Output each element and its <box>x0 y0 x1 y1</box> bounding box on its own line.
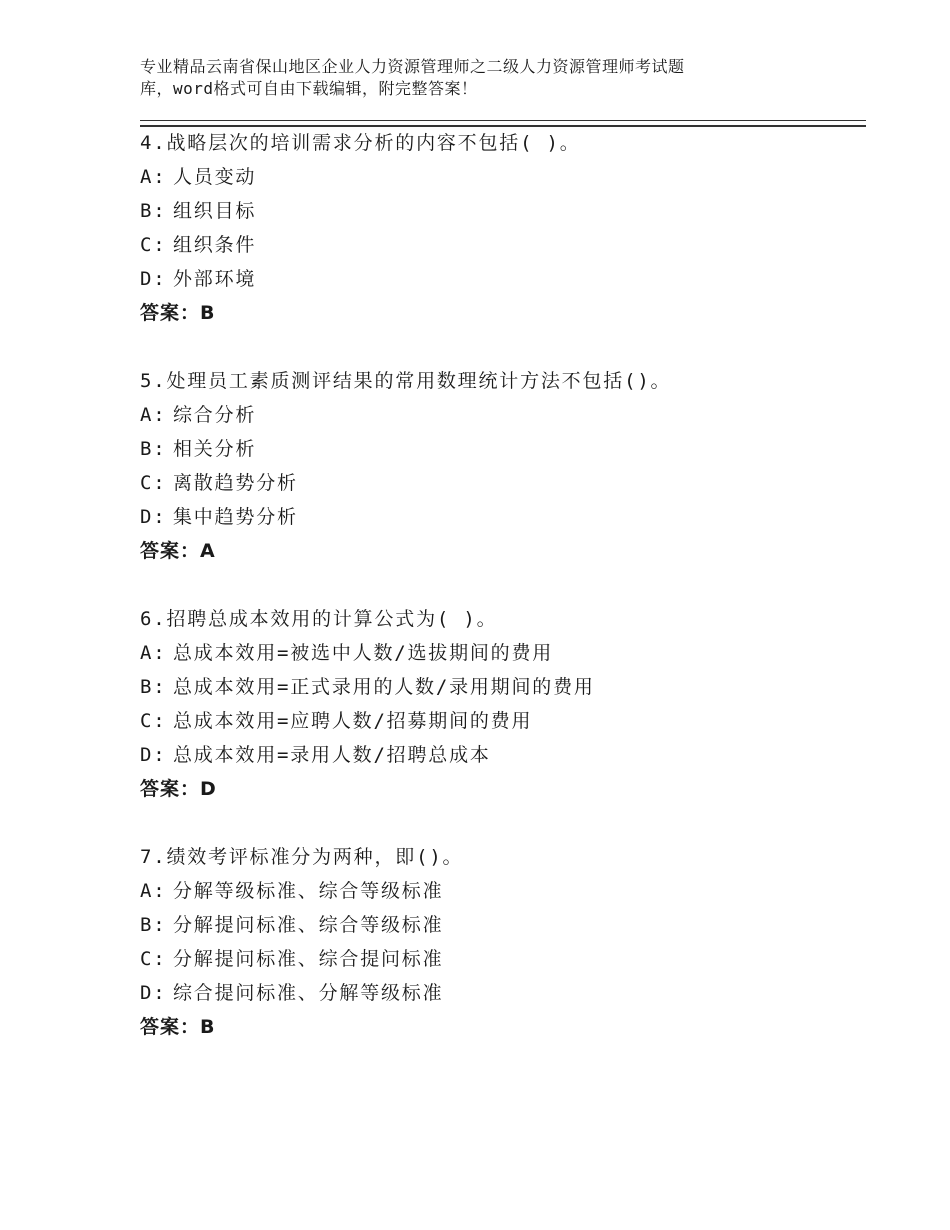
option-key: C: <box>140 472 167 494</box>
option-text: 人员变动 <box>173 166 257 188</box>
answer-line: 答案：B <box>140 1016 216 1038</box>
option-key: D: <box>140 268 167 290</box>
question-4 <box>140 126 860 330</box>
option-text: 外部环境 <box>173 268 257 290</box>
option-text: 组织目标 <box>173 200 257 222</box>
option-text: 总成本效用=应聘人数/招募期间的费用 <box>173 710 533 732</box>
question-list <box>140 126 860 1078</box>
document-header <box>140 56 840 100</box>
question-stem: 5.处理员工素质测评结果的常用数理统计方法不包括()。 <box>140 370 672 392</box>
option-b <box>140 432 860 466</box>
option-text: 离散趋势分析 <box>173 472 298 494</box>
option-text: 分解提问标准、综合等级标准 <box>173 914 444 936</box>
option-a <box>140 398 860 432</box>
question-stem: 7.绩效考评标准分为两种，即()。 <box>140 846 464 868</box>
option-key: A: <box>140 880 167 902</box>
answer-line: 答案：B <box>140 302 216 324</box>
option-text: 总成本效用=正式录用的人数/录用期间的费用 <box>173 676 595 698</box>
option-c <box>140 704 860 738</box>
question-5 <box>140 364 860 568</box>
option-key: C: <box>140 948 167 970</box>
option-c <box>140 942 860 976</box>
question-7 <box>140 840 860 1044</box>
question-stem: 6.招聘总成本效用的计算公式为( )。 <box>140 608 498 630</box>
option-key: D: <box>140 744 167 766</box>
option-text: 总成本效用=录用人数/招聘总成本 <box>173 744 491 766</box>
option-d <box>140 976 860 1010</box>
option-text: 组织条件 <box>173 234 257 256</box>
option-key: B: <box>140 914 167 936</box>
option-key: B: <box>140 200 167 222</box>
option-b <box>140 670 860 704</box>
option-key: B: <box>140 676 167 698</box>
header-line-1: 专业精品云南省保山地区企业人力资源管理师之二级人力资源管理师考试题 <box>140 57 685 76</box>
option-a <box>140 636 860 670</box>
option-key: D: <box>140 982 167 1004</box>
option-b <box>140 908 860 942</box>
option-a <box>140 160 860 194</box>
option-d <box>140 738 860 772</box>
option-key: C: <box>140 710 167 732</box>
question-stem: 4.战略层次的培训需求分析的内容不包括( )。 <box>140 132 581 154</box>
option-d <box>140 262 860 296</box>
option-text: 相关分析 <box>173 438 257 460</box>
option-key: D: <box>140 506 167 528</box>
option-key: C: <box>140 234 167 256</box>
option-text: 集中趋势分析 <box>173 506 298 528</box>
option-b <box>140 194 860 228</box>
option-text: 总成本效用=被选中人数/选拔期间的费用 <box>173 642 554 664</box>
option-key: A: <box>140 166 167 188</box>
option-d <box>140 500 860 534</box>
answer-line: 答案：A <box>140 540 216 562</box>
answer-line: 答案：D <box>140 778 217 800</box>
question-6 <box>140 602 860 806</box>
option-c <box>140 466 860 500</box>
option-text: 综合提问标准、分解等级标准 <box>173 982 444 1004</box>
option-key: A: <box>140 642 167 664</box>
option-c <box>140 228 860 262</box>
option-key: B: <box>140 438 167 460</box>
option-text: 分解等级标准、综合等级标准 <box>173 880 444 902</box>
option-key: A: <box>140 404 167 426</box>
option-a <box>140 874 860 908</box>
option-text: 综合分析 <box>173 404 257 426</box>
header-line-2: 库，word格式可自由下载编辑，附完整答案！ <box>140 79 478 98</box>
option-text: 分解提问标准、综合提问标准 <box>173 948 444 970</box>
